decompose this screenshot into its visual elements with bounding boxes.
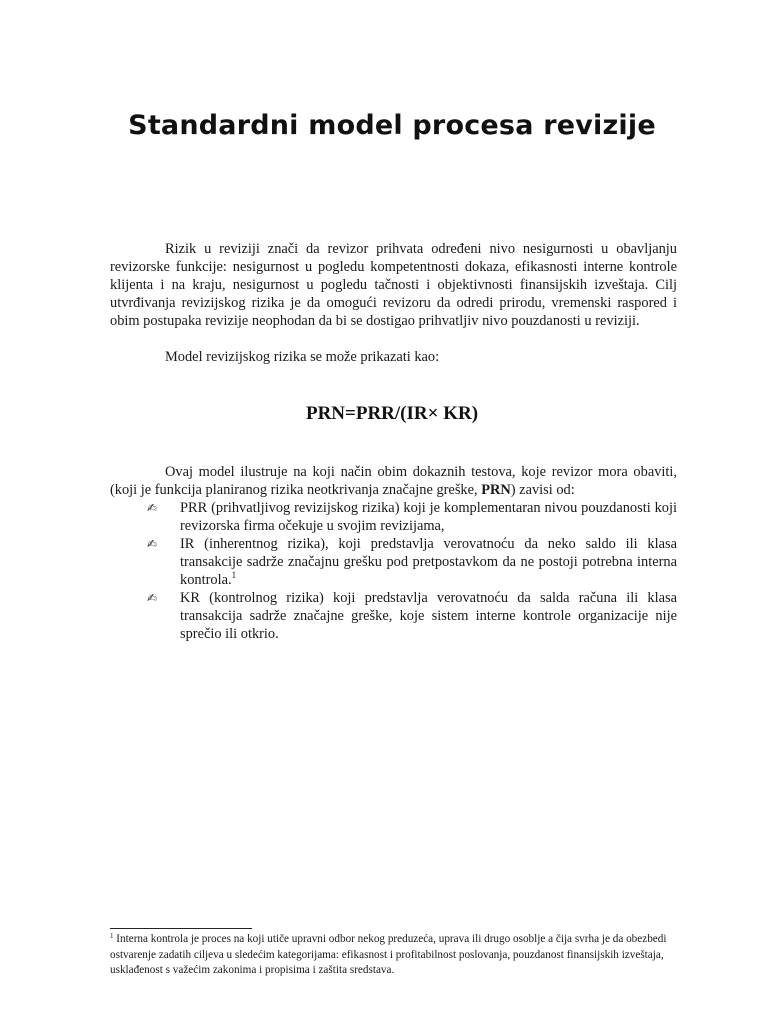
paragraph-text: Rizik u reviziji znači da revizor prihvata određeni nivo nesigurnosti u obavljanju revizorske funkcije: nesigurnost u pogledu kompetentnosti dokaza, efikasnosti interne kontrole klijenta i na kraju, nesigurnost u pogledu tačnosti i objektivnosti finansijskih izveštaja. Cilj utvrđivanja revizijskog rizika je da omogući revizoru da odredi prirodu, vremenski raspored i obim postupaka revizije neophodan da bi se dostigao prihvatljiv nivo pouzdanosti u reviziji. bbox=[110, 241, 677, 329]
paragraph-text-end: ) zavisi od: bbox=[510, 482, 575, 498]
writing-hand-icon: ✍ bbox=[147, 591, 158, 605]
footnote-text: Interna kontrola je proces na koji utiče upravni odbor nekog preduzeća, uprava ili drugo osoblje a čija svrha je da obezbedi ostvarenje zadatih ciljeva u sledećim kategorijama: efikasnost i profitabilnost poslovanja, pouzdanost finansijskih izveštaja, usklađenost s važećim zakonima i propisima i zaštita sredstava. bbox=[110, 933, 667, 976]
risk-formula: PRN=PRR/(IR× KR) bbox=[305, 403, 479, 424]
paragraph-text: Model revizijskog rizika se može prikazati kao: bbox=[165, 349, 440, 365]
list-item bbox=[110, 499, 677, 535]
list-item bbox=[110, 589, 677, 643]
list-item-text: PRR (prihvatljivog revizijskog rizika) koji je komplementaran nivou pouzdanosti koji revizorska firma očekuje u svojim revizijama, bbox=[180, 500, 677, 534]
list-item-text: IR (inherentnog rizika), koji predstavlja verovatnoću da neko saldo ili klasa transakcije sadrže značajnu grešku pod pretpostavkom da ne postoji potrebna interna kontrola. bbox=[180, 536, 677, 588]
paragraph-text-start: Ovaj model ilustruje na koji način obim dokaznih testova, koje revizor mora obaviti, (koji je funkcija planiranog rizika neotkrivanja značajne greške, bbox=[110, 464, 677, 498]
paragraph-model-explanation bbox=[110, 463, 677, 499]
paragraph-text bbox=[110, 463, 677, 499]
writing-hand-icon: ✍ bbox=[147, 501, 158, 515]
document-title: Standardni model procesa revizije bbox=[128, 110, 656, 141]
list-item-text: KR (kontrolnog rizika) koji predstavlja verovatnoću da salda računa ili klasa transakcija sadrže značajne greške, koje sistem interne kontrole organizacije nije sprečio ili otkrio. bbox=[180, 590, 677, 642]
prn-bold-term: PRN bbox=[481, 482, 511, 498]
footnote-mark: 1 bbox=[110, 932, 114, 940]
footnote-separator bbox=[110, 928, 252, 929]
list-item bbox=[110, 535, 677, 589]
paragraph-model-intro bbox=[110, 348, 677, 366]
footnote-reference[interactable]: 1 bbox=[231, 570, 237, 580]
paragraph-risk-definition bbox=[110, 240, 677, 330]
footnote bbox=[110, 932, 677, 979]
risk-components-list bbox=[110, 499, 677, 643]
writing-hand-icon: ✍ bbox=[147, 537, 158, 551]
